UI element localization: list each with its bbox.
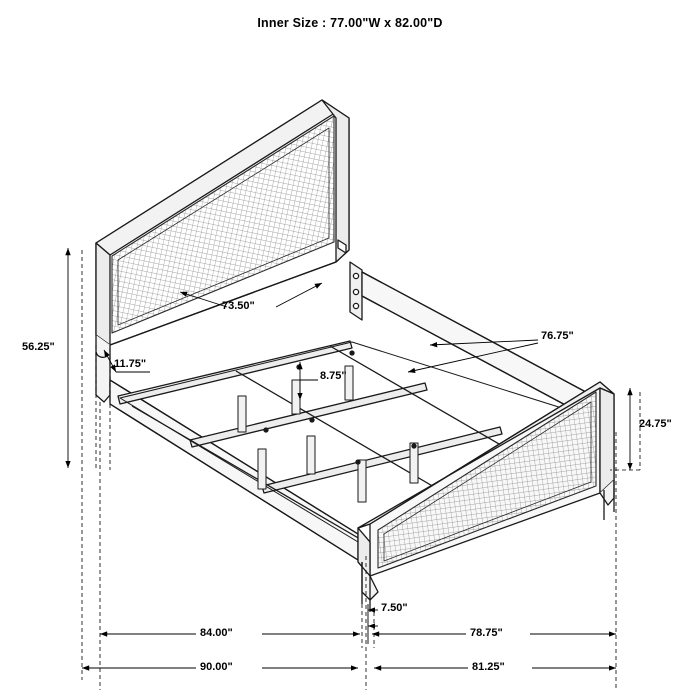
dimension-label-footboard-height: 24.75" [639,418,672,430]
dimension-label-headboard-width: 73.50" [222,300,255,312]
dimension-label-right-length: 78.75" [470,627,503,639]
bed-outline [96,100,614,612]
page-title: Inner Size : 77.00"W x 82.00"D [257,16,443,30]
dimension-label-left-overall: 90.00" [200,661,233,673]
dimension-label-right-overall: 81.25" [472,661,505,673]
dimension-label-left-length: 84.00" [200,627,233,639]
dimension-label-overall-height: 56.25" [22,341,55,353]
dimension-label-inner-depth: 76.75" [541,330,574,342]
dimension-label-rail-height: 11.75" [114,358,147,370]
dimension-label-footboard-clearance: 7.50" [381,602,408,614]
dimension-label-slat-height: 8.75" [320,370,347,382]
